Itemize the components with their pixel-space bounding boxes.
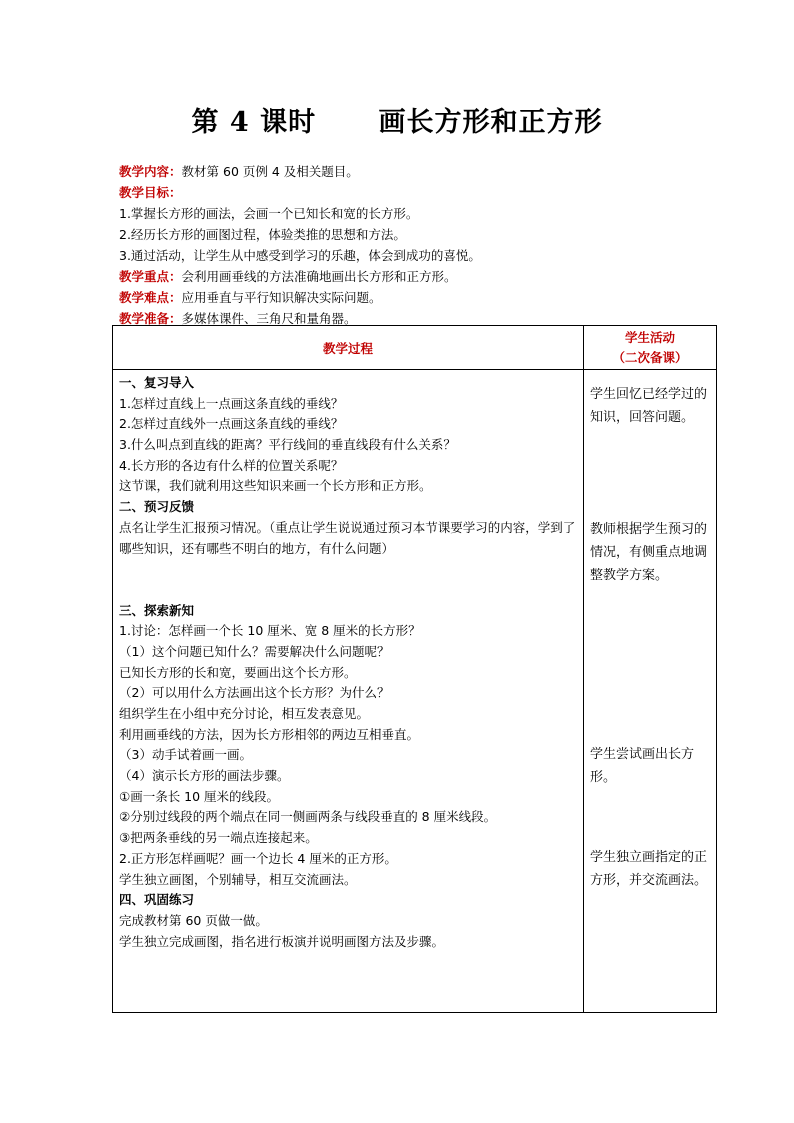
- explore-item: 组织学生在小组中充分讨论，相互发表意见。: [119, 706, 370, 722]
- lesson-plan-table: [112, 325, 717, 1013]
- explore-item: ③把两条垂线的另一端点连接起来。: [119, 830, 318, 846]
- explore-item: 2.正方形怎样画呢？画一个边长 4 厘米的正方形。: [119, 850, 397, 866]
- difficulty-text: 应用垂直与平行知识解决实际问题。: [181, 290, 382, 305]
- prep-label: 教学准备：: [119, 311, 182, 326]
- goal-item: 3.通过活动，让学生从中感受到学习的乐趣，体会到成功的喜悦。: [119, 248, 481, 263]
- key-line: [119, 266, 719, 287]
- header-process: 教学过程: [113, 326, 584, 370]
- explore-item: ②分别过线段的两个端点在同一侧画两条与线段垂直的 8 厘米线段。: [119, 809, 497, 825]
- explore-item: （1）这个问题已知什么？需要解决什么问题呢？: [119, 643, 390, 659]
- section-title-preview: 二、预习反馈: [119, 499, 195, 515]
- content-text: 教材第 60 页例 4 及相关题目。: [181, 164, 359, 179]
- review-item: 4.长方形的各边有什么样的位置关系呢？: [119, 457, 344, 473]
- difficulty-line: [119, 287, 719, 308]
- process-cell: [113, 370, 584, 1013]
- preview-text: 点名让学生汇报预习情况。（重点让学生说说通过预习本节课要学习的内容，学到了哪些知识，还有哪些不明白的地方，有什么问题）: [119, 519, 576, 556]
- practice-item: 学生独立完成画图，指名进行板演并说明画图方法及步骤。: [119, 933, 445, 949]
- review-item: 1.怎样过直线上一点画这条直线的垂线？: [119, 395, 344, 411]
- section-title-practice: 四、巩固练习: [119, 892, 195, 908]
- content-label: 教学内容：: [119, 164, 182, 179]
- explore-item: 已知长方形的长和宽，要画出这个长方形。: [119, 664, 357, 680]
- goal-item: 1.掌握长方形的画法，会画一个已知长和宽的长方形。: [119, 206, 419, 221]
- review-item: 3.什么叫点到直线的距离？平行线间的垂直线段有什么关系？: [119, 437, 456, 453]
- student-note: 学生尝试画出长方形。: [590, 747, 695, 785]
- explore-item: 利用画垂线的方法，因为长方形相邻的两边互相垂直。: [119, 726, 420, 742]
- header-student-line1: 学生活动: [624, 329, 675, 345]
- student-note: 学生独立画指定的正方形，并交流画法。: [590, 850, 708, 888]
- header-student-line2: （二次备课）: [612, 349, 688, 365]
- explore-item: 学生独立画图，个别辅导，相互交流画法。: [119, 871, 357, 887]
- content-line: [119, 161, 719, 182]
- lesson-title: 第 4 课时 画长方形和正方形: [191, 107, 603, 138]
- goals-label: 教学目标：: [119, 185, 182, 200]
- explore-item: （3）动手试着画一画。: [119, 747, 252, 763]
- spacer: [119, 559, 579, 600]
- explore-item: ①画一条长 10 厘米的线段。: [119, 788, 280, 804]
- difficulty-label: 教学难点：: [119, 290, 182, 305]
- review-item: 2.怎样过直线外一点画这条直线的垂线？: [119, 416, 344, 432]
- section-title-explore: 三、探索新知: [119, 602, 195, 618]
- explore-item: （4）演示长方形的画法步骤。: [119, 768, 290, 784]
- goal-item: 2.经历长方形的画图过程，体验类推的思想和方法。: [119, 227, 406, 242]
- review-item: 这节课，我们就利用这些知识来画一个长方形和正方形。: [119, 478, 432, 494]
- student-activity-cell: [584, 370, 717, 1013]
- section-title-review: 一、复习导入: [119, 375, 195, 390]
- key-text: 会利用画垂线的方法准确地画出长方形和正方形。: [181, 269, 457, 284]
- practice-item: 完成教材第 60 页做一做。: [119, 912, 268, 928]
- student-note: 学生回忆已经学过的知识，回答问题。: [590, 387, 708, 425]
- header-student: [584, 326, 717, 370]
- lesson-info: [119, 161, 719, 329]
- key-label: 教学重点：: [119, 269, 182, 284]
- explore-item: （2）可以用什么方法画出这个长方形？为什么？: [119, 685, 390, 701]
- explore-item: 1.讨论：怎样画一个长 10 厘米、宽 8 厘米的长方形？: [119, 623, 421, 639]
- goals-line: [119, 182, 719, 203]
- prep-text: 多媒体课件、三角尺和量角器。: [181, 311, 357, 326]
- student-note: 教师根据学生预习的情况，有侧重点地调整教学方案。: [590, 522, 708, 583]
